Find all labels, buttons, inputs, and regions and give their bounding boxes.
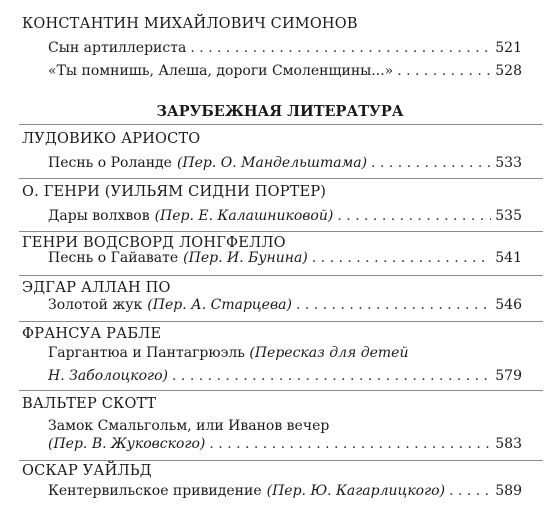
translator-note: (Пер. Е. Калашниковой) [154,208,334,224]
translator-note: (Пер. И. Бунина) [183,250,308,266]
toc-entry [48,208,522,224]
divider [19,460,543,461]
toc-entry [48,368,522,384]
page-number: 589 [495,483,522,499]
dot-leader [172,368,491,384]
toc-entry [48,250,522,266]
divider [19,231,543,232]
page-number: 533 [495,155,522,171]
toc-entry [48,40,522,56]
dot-leader [337,208,491,224]
author-simonov: КОНСТАНТИН МИХАЙЛОВИЧ СИМОНОВ [22,16,358,32]
translator-note: (Пер. Ю. Кагарлицкого) [266,483,446,499]
translator-note: (Пер. А. Старцева) [147,297,292,313]
toc-entry [48,297,522,313]
divider [19,321,543,322]
page-number: 535 [495,208,522,224]
divider [19,124,543,125]
dot-leader [209,436,491,452]
entry-title: Золотой жук [48,297,143,313]
entry-title: Песнь о Гайавате [48,250,179,266]
divider [19,390,543,391]
entry-title: Дары волхвов [48,208,150,224]
author-ariosto: ЛУДОВИКО АРИОСТО [22,131,201,147]
translator-note: (Пересказ для детей [249,345,409,361]
toc-entry-line [48,345,408,361]
author-rabelais: ФРАНСУА РАБЛЕ [22,326,162,342]
page-number: 546 [495,297,522,313]
author-wilde: ОСКАР УАЙЛЬД [22,463,152,479]
section-heading: ЗАРУБЕЖНАЯ ЛИТЕРАТУРА [156,103,404,120]
author-poe: ЭДГАР АЛЛАН ПО [22,280,171,296]
toc-entry [48,483,522,499]
page-number: 541 [495,250,522,266]
entry-title: Гаргантюа и Пантагрюэль [48,345,245,361]
toc-entry-line [48,418,329,434]
translator-note: Н. Заболоцкого) [48,368,169,384]
toc-entry [48,63,522,79]
dot-leader [312,250,491,266]
entry-title: Кентервильское привидение [48,483,262,499]
page-number: 521 [495,40,522,56]
divider [19,178,543,179]
author-scott: ВАЛЬТЕР СКОТТ [22,396,157,412]
author-longfellow: ГЕНРИ ВОДСВОРД ЛОНГФЕЛЛО [22,235,286,251]
entry-title: «Ты помнишь, Алеша, дороги Смоленщины...» [48,63,394,79]
toc-entry [48,155,522,171]
page-number: 579 [495,368,522,384]
dot-leader [371,155,491,171]
page-number: 528 [495,63,522,79]
entry-title: Песнь о Роланде [48,155,172,171]
page-number: 583 [495,436,522,452]
divider [19,275,543,276]
entry-title: Замок Смальгольм, или Иванов вечер [48,418,330,434]
dot-leader [190,40,491,56]
dot-leader [296,297,491,313]
author-henry: О. ГЕНРИ (УИЛЬЯМ СИДНИ ПОРТЕР) [22,184,327,200]
translator-note: (Пер. В. Жуковского) [48,436,206,452]
dot-leader [397,63,491,79]
translator-note: (Пер. О. Мандельштама) [176,155,368,171]
entry-title: Сын артиллериста [48,40,187,56]
toc-entry [48,436,522,452]
dot-leader [449,483,491,499]
